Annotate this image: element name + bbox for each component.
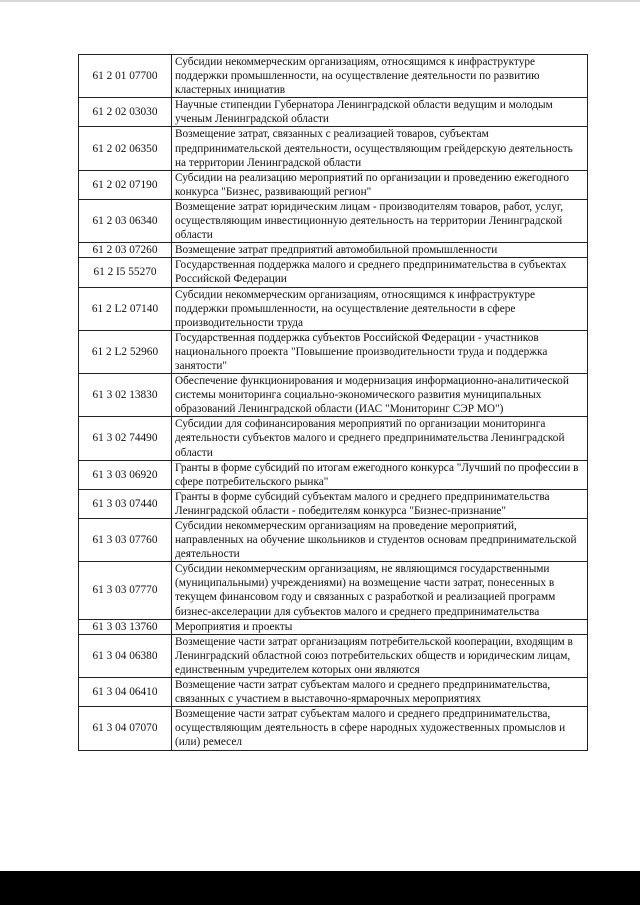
table-row [79, 55, 588, 98]
description-cell: Возмещение части затрат субъектам малого и среднего предпринимательства, связанных с участием в выставочно-ярмарочных мероприятиях [172, 678, 588, 707]
code-cell: 61 3 03 06920 [79, 460, 172, 489]
code-cell: 61 2 01 07700 [79, 55, 172, 98]
table-row [79, 98, 588, 127]
description-cell: Гранты в форме субсидий субъектам малого и среднего предпринимательства Ленинградской области - победителям конкурса "Бизнес-признание" [172, 489, 588, 518]
table-row [79, 634, 588, 677]
description-cell: Субсидии некоммерческим организациям, относящимся к инфраструктуре поддержки промышленности, на осуществление деятельности в сфере производительности труда [172, 287, 588, 330]
code-cell: 61 3 02 13830 [79, 374, 172, 417]
description-cell: Возмещение затрат, связанных с реализацией товаров, субъектам предпринимательской деятельности, осуществляющим грейдерскую деятельность на территории Ленинградской области [172, 127, 588, 170]
table-row [79, 519, 588, 562]
table-row [79, 243, 588, 258]
budget-codes-table [78, 54, 588, 751]
scan-border-bar [0, 871, 640, 905]
description-cell: Субсидии некоммерческим организациям, относящимся к инфраструктуре поддержки промышленности, на осуществление деятельности по развитию кластерных инициатив [172, 55, 588, 98]
code-cell: 61 2 L2 52960 [79, 330, 172, 373]
code-cell: 61 3 04 06410 [79, 678, 172, 707]
code-cell: 61 3 03 07760 [79, 519, 172, 562]
table-row [79, 127, 588, 170]
code-cell: 61 2 L2 07140 [79, 287, 172, 330]
description-cell: Субсидии на реализацию мероприятий по организации и проведению ежегодного конкурса "Бизнес, развивающий регион" [172, 170, 588, 199]
description-cell: Обеспечение функционирования и модернизация информационно-аналитической системы мониторинга социально-экономического развития муниципальных образований Ленинградской области (ИАС "Мониторинг СЭР МО") [172, 374, 588, 417]
description-cell: Субсидии для софинансирования мероприятий по организации мониторинга деятельности субъектов малого и среднего предпринимательства Ленинградской области [172, 417, 588, 460]
code-cell: 61 2 03 06340 [79, 199, 172, 242]
description-cell: Возмещение части затрат субъектам малого и среднего предпринимательства, осуществляющим деятельность в сфере народных художественных промыслов и (или) ремесел [172, 707, 588, 750]
description-cell: Возмещение затрат юридическим лицам - производителям товаров, работ, услуг, осуществляющим инвестиционную деятельность на территории Ленинградской области [172, 199, 588, 242]
table-row [79, 562, 588, 619]
description-cell: Научные стипендии Губернатора Ленинградской области ведущим и молодым ученым Ленинградской области [172, 98, 588, 127]
code-cell: 61 2 02 03030 [79, 98, 172, 127]
table-row [79, 199, 588, 242]
description-cell: Государственная поддержка субъектов Российской Федерации - участников национального проекта "Повышение производительности труда и поддержка занятости" [172, 330, 588, 373]
code-cell: 61 2 03 07260 [79, 243, 172, 258]
code-cell: 61 2 02 06350 [79, 127, 172, 170]
table-row [79, 258, 588, 287]
description-cell: Субсидии некоммерческим организациям на проведение мероприятий, направленных на обучение школьников и студентов основам предпринимательской деятельности [172, 519, 588, 562]
page-edge [0, 0, 640, 2]
description-cell: Государственная поддержка малого и среднего предпринимательства в субъектах Российской Федерации [172, 258, 588, 287]
table-row [79, 170, 588, 199]
code-cell: 61 3 03 07770 [79, 562, 172, 619]
description-cell: Субсидии некоммерческим организациям, не являющимся государственными (муниципальными) учреждениями) на возмещение части затрат, понесенных в текущем финансовом году и связанных с разработкой и реализацией программ бизнес-акселерации для субъектов малого и среднего предпринимательства [172, 562, 588, 619]
table-body [79, 55, 588, 751]
table-row [79, 287, 588, 330]
code-cell: 61 2 02 07190 [79, 170, 172, 199]
code-cell: 61 3 04 06380 [79, 634, 172, 677]
code-cell: 61 3 03 07440 [79, 489, 172, 518]
code-cell: 61 3 02 74490 [79, 417, 172, 460]
table-row [79, 330, 588, 373]
code-cell: 61 2 I5 55270 [79, 258, 172, 287]
description-cell: Возмещение затрат предприятий автомобильной промышленности [172, 243, 588, 258]
code-cell: 61 3 03 13760 [79, 619, 172, 634]
table-row [79, 417, 588, 460]
table-row [79, 678, 588, 707]
code-cell: 61 3 04 07070 [79, 707, 172, 750]
description-cell: Возмещение части затрат организациям потребительской кооперации, входящим в Ленинградский областной союз потребительских обществ и юридическим лицам, единственным учредителем которых они являются [172, 634, 588, 677]
table-row [79, 489, 588, 518]
table-row [79, 619, 588, 634]
description-cell: Гранты в форме субсидий по итогам ежегодного конкурса "Лучший по профессии в сфере потребительского рынка" [172, 460, 588, 489]
table-row [79, 374, 588, 417]
table-row [79, 460, 588, 489]
description-cell: Мероприятия и проекты [172, 619, 588, 634]
table-row [79, 707, 588, 750]
